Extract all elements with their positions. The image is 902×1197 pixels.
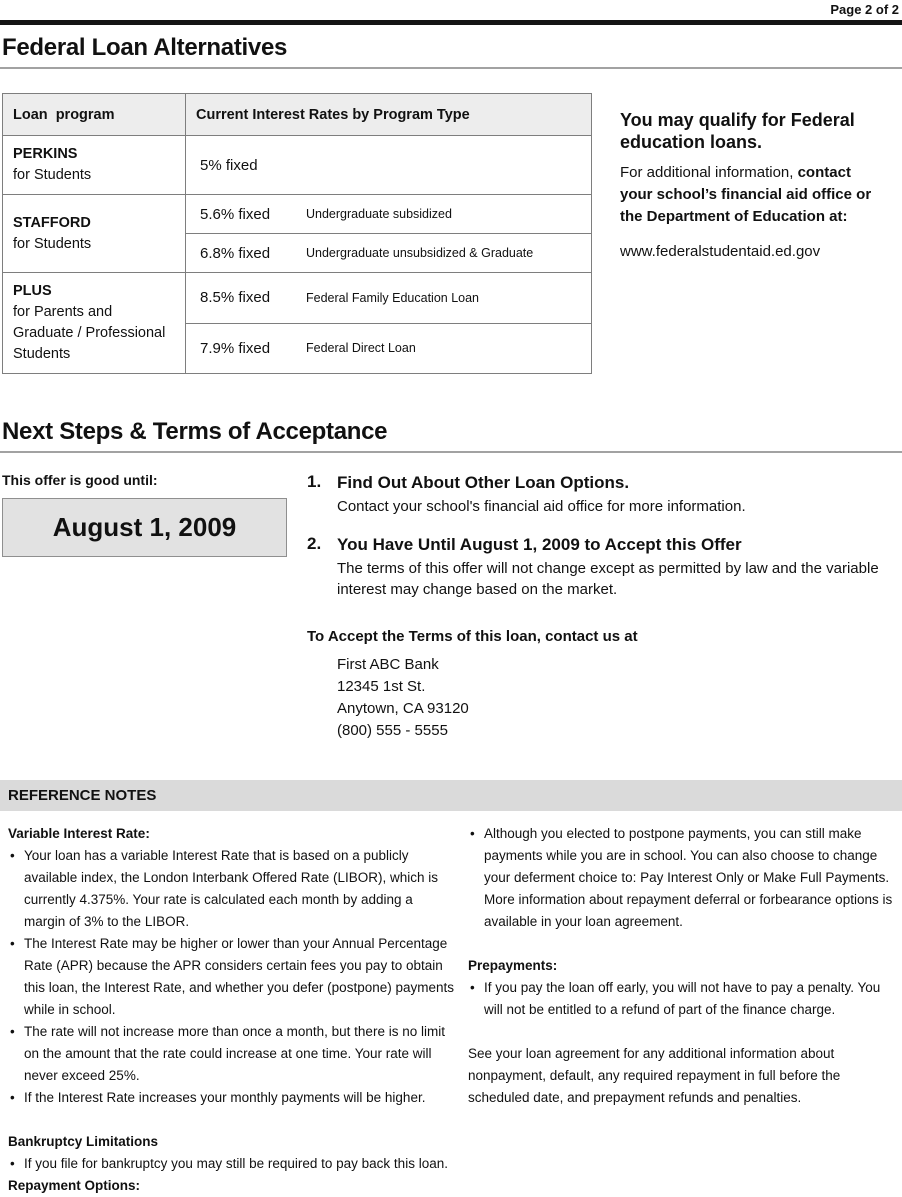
aside-heading: You may qualify for Federal education loans. (620, 110, 855, 152)
table-row-plus-ffel (3, 273, 592, 324)
rate-type: Federal Family Education Loan (306, 290, 480, 305)
program-cell-plus (3, 273, 186, 374)
program-name: PERKINS (13, 146, 78, 162)
rate-type: Undergraduate unsubsidized & Graduate (306, 246, 534, 260)
rate-cell-perkins (186, 136, 592, 195)
note-bullet: • The Interest Rate may be higher or lower than your Annual Percentage Rate (APR) because the APR considers certain fees you pay to obtain this loan, the Interest Rate, and whether you defer (postpone) payments while in school. (8, 933, 454, 1021)
step-number: 2. (307, 534, 322, 553)
contact-phone: (800) 555 - 5555 (337, 722, 448, 739)
rate-value: 5.6% fixed (200, 205, 271, 223)
steps-list (307, 472, 902, 742)
loan-rates-table (2, 93, 592, 374)
rate-cell-plus-ffel (186, 273, 592, 324)
heading-rule (0, 67, 902, 69)
step-heading: Find Out About Other Loan Options. (337, 473, 630, 492)
rate-type: Undergraduate subsidized (306, 207, 452, 221)
note-bullet: • The rate will not increase more than once a month, but there is no limit on the amount that the rate could increase at one time. Your rate will never exceed 25%. (8, 1021, 454, 1087)
rate-value: 6.8% fixed (200, 244, 271, 262)
rate-value: 5% fixed (200, 156, 258, 174)
table-row-perkins (3, 136, 592, 195)
note-heading-repayment-options: Repayment Options: (8, 1178, 141, 1193)
aside-body-bold: contact your school’s financial aid office or the Department of Education at: (620, 164, 872, 225)
reference-notes-left-column (8, 823, 454, 1197)
rate-value: 7.9% fixed (200, 339, 271, 357)
heading-rule (0, 451, 902, 453)
program-name: PLUS (13, 283, 52, 299)
federal-student-aid-link[interactable]: www.federalstudentaid.ed.gov (620, 243, 821, 260)
contact-address (337, 654, 902, 742)
step-body: Contact your school's financial aid office for more information. (337, 498, 746, 515)
top-rule (0, 20, 902, 25)
column-header-loan-program: Loan program (3, 94, 186, 136)
section-title-federal-loan-alternatives: Federal Loan Alternatives (2, 34, 288, 61)
program-cell-stafford (3, 195, 186, 273)
note-bullet: • Your loan has a variable Interest Rate that is based on a publicly available index, the London Interbank Offered Rate (LIBOR), which is currently 4.375%. Your rate is calculated each month by adding a margin of 3% to the LIBOR. (8, 845, 454, 933)
aside-body (620, 162, 882, 228)
note-bullet: • If you pay the loan off early, you will not have to pay a penalty. You will not be entitled to a refund of part of the finance charge. (468, 977, 896, 1021)
federal-loan-alternatives-section (0, 93, 902, 374)
rate-type: Federal Direct Loan (306, 341, 416, 356)
accept-terms-block (307, 628, 902, 742)
page-indicator: Page 2 of 2 (830, 2, 899, 17)
table-header-row (3, 94, 592, 136)
reference-notes-title: REFERENCE NOTES (0, 780, 902, 811)
rate-cell-stafford-unsubsidized (186, 234, 592, 273)
offer-deadline-date: August 1, 2009 (2, 498, 287, 557)
reference-notes-right-column (468, 823, 896, 1197)
program-name: STAFFORD (13, 214, 91, 231)
program-subtext: for Students (13, 235, 92, 252)
program-subtext: for Parents and Graduate / Professional Students (13, 304, 166, 362)
step-number: 1. (307, 472, 322, 491)
table-row-stafford-subsidized (3, 195, 592, 234)
rate-cell-plus-direct (186, 323, 592, 374)
column-header-current-rates: Current Interest Rates by Program Type (186, 94, 592, 136)
accept-terms-heading: To Accept the Terms of this loan, contact us at (307, 628, 638, 645)
program-subtext: for Students (13, 167, 92, 183)
offer-deadline-label: This offer is good until: (2, 472, 158, 488)
federal-loans-aside (620, 93, 882, 374)
program-cell-perkins (3, 136, 186, 195)
note-heading-variable-interest-rate: Variable Interest Rate: (8, 826, 150, 841)
contact-street: 12345 1st St. (337, 678, 426, 695)
note-heading-bankruptcy-limitations: Bankruptcy Limitations (8, 1134, 159, 1149)
note-paragraph-see-loan-agreement: See your loan agreement for any additional information about nonpayment, default, any required repayment in full before the scheduled date, and prepayment refunds and penalties. (468, 1046, 841, 1105)
next-steps-section (0, 418, 902, 742)
step-item-2 (307, 534, 902, 600)
note-bullet: • If you file for bankruptcy you may still be required to pay back this loan. (8, 1153, 454, 1175)
rate-cell-stafford-subsidized (186, 195, 592, 234)
rate-value: 8.5% fixed (200, 289, 271, 307)
reference-notes-section (0, 780, 902, 1197)
section-title-next-steps: Next Steps & Terms of Acceptance (2, 418, 388, 445)
step-heading: You Have Until August 1, 2009 to Accept this Offer (337, 535, 742, 554)
note-bullet: • Although you elected to postpone payments, you can still make payments while you are in school. You can also choose to change your deferment choice to: Pay Interest Only or Make Full Payments. More information about repayment deferral or forbearance options is available in your loan agreement. (468, 823, 896, 933)
aside-body-regular: For additional information, (620, 164, 798, 181)
note-heading-prepayments: Prepayments: (468, 958, 558, 973)
contact-city: Anytown, CA 93120 (337, 700, 469, 717)
step-body: The terms of this offer will not change except as permitted by law and the variable interest may change based on the market. (337, 560, 879, 598)
note-bullet: • If the Interest Rate increases your monthly payments will be higher. (8, 1087, 454, 1109)
offer-deadline-block (2, 472, 307, 742)
contact-name: First ABC Bank (337, 656, 439, 673)
step-item-1 (307, 472, 902, 517)
